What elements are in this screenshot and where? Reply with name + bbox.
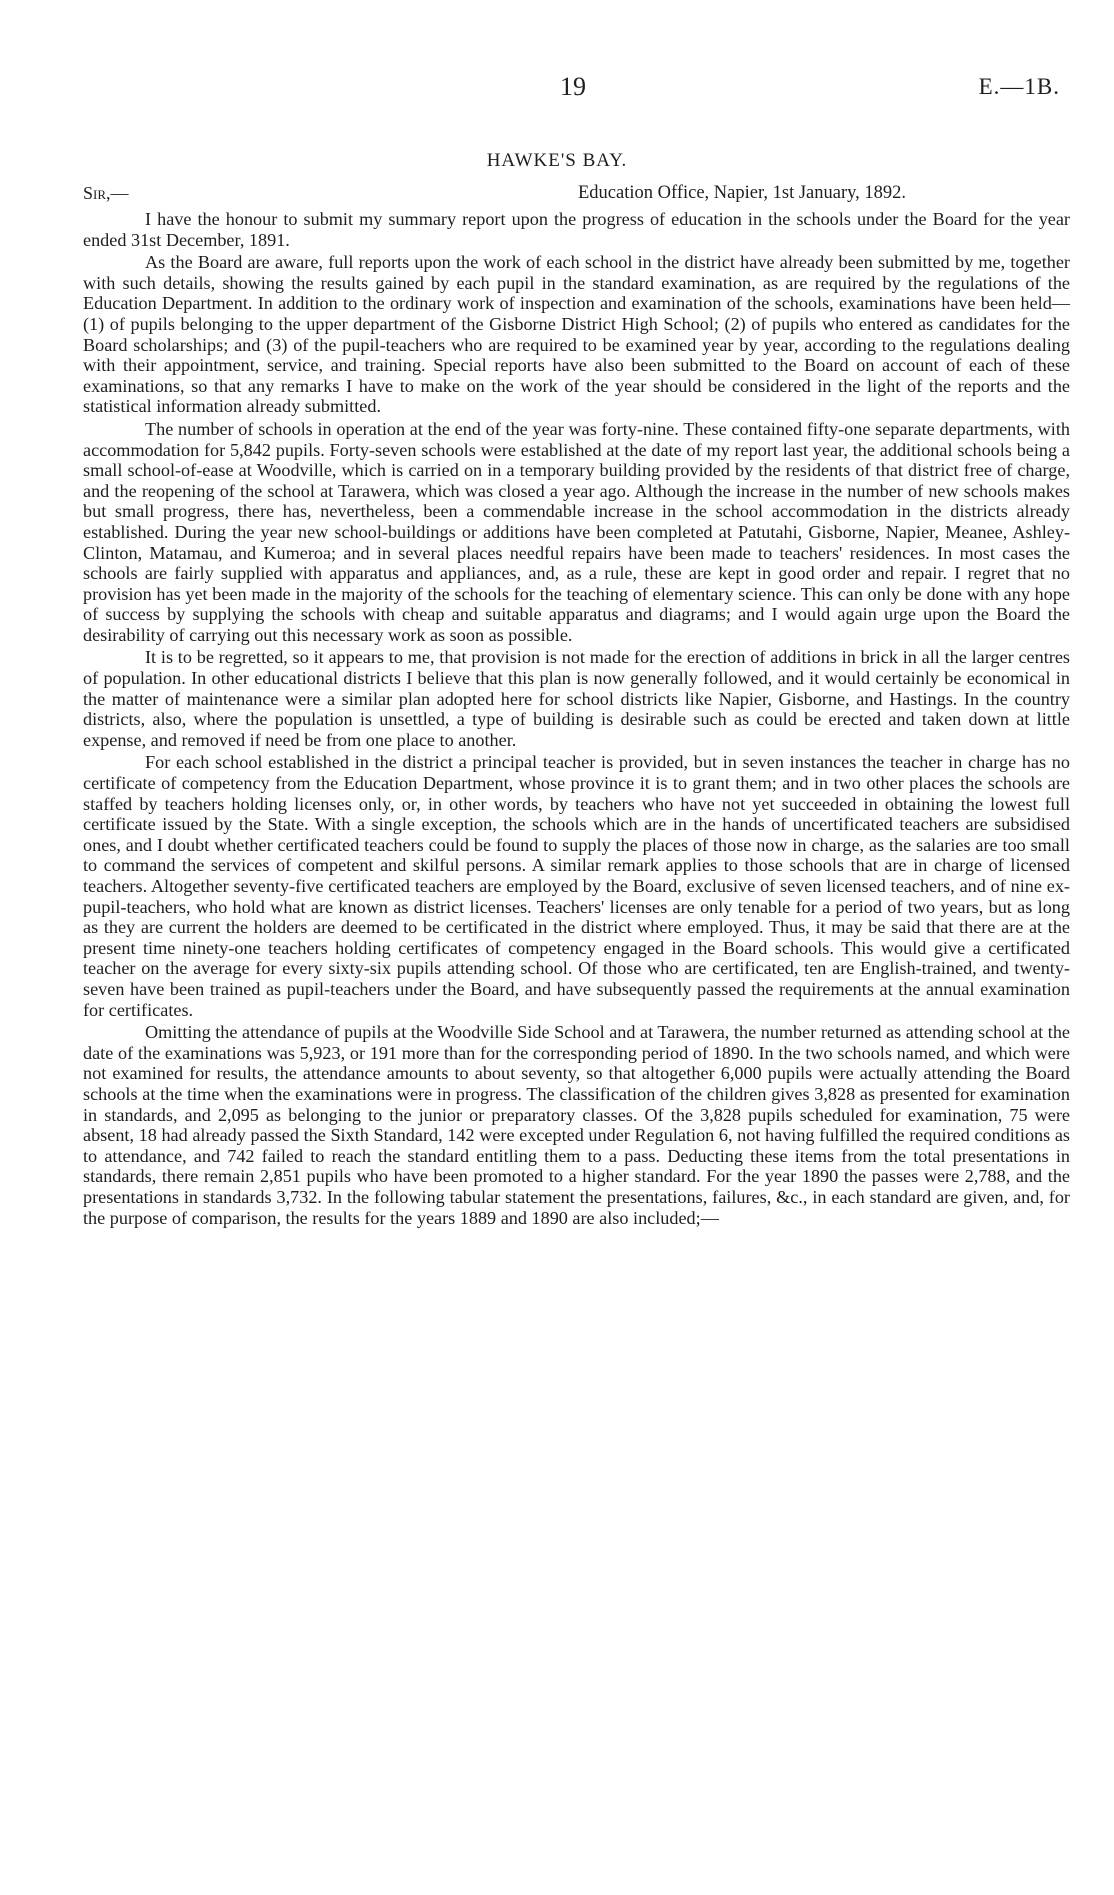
salutation: Sir,— [83,183,129,203]
report-body [83,209,1070,1230]
document-reference: E.—1B. [978,74,1060,99]
paragraph-schools-in-operation: The number of schools in operation at the end of the year was forty-nine. These contained fifty-one separate departments, with accommodation for 5,842 pupils. Forty-seven schools were established at the date of my report last year, the additional schools being a small school-of-ease at Woodville, which is carried on in a temporary building provided by the residents of that district free of charge, and the reopening of the school at Tarawera, which was closed a year ago. Although the increase in the number of new schools makes but small progress, there has, nevertheless, been a commendable increase in the school accommodation in the districts already established. During the year new school-buildings or additions have been completed at Patutahi, Gisborne, Napier, Meanee, Ashley-Clinton, Matamau, and Kumeroa; and in several places needful repairs have been made to teachers' residences. In most cases the schools are fairly supplied with apparatus and appliances, and, as a rule, these are kept in good order and repair. I regret that no provision has yet been made in the majority of the schools for the teaching of elementary science. This can only be done with any hope of success by supplying the schools with cheap and suitable apparatus and diagrams; and I would again urge upon the Board the desirability of carrying out this necessary work as soon as possible. [83,418,1070,645]
address-date-line: Education Office, Napier, 1st January, 1892. [578,183,907,203]
page-number: 19 [560,72,586,101]
paragraph-reports-submitted: As the Board are aware, full reports upon the work of each school in the district have already been submitted by me, together with such details, showing the results gained by each pupil in the standard examination, as are required by the regulations of the Education Department. In addition to the ordinary work of inspection and examination of the schools, examinations have been held—(1) of pupils belonging to the upper department of the Gisborne District High School; (2) of pupils who entered as candidates for the Board scholarships; and (3) of the pupil-teachers who are required to be examined year by year, according to the regulations dealing with their appointment, service, and training. Special reports have also been submitted to the Board on account of each of these examinations, so that any remarks I have to make on the work of the year should be considered in the light of the reports and the statistical information already submitted. [83,252,1070,417]
paragraph-attendance: Omitting the attendance of pupils at the Woodville Side School and at Tarawera, the number returned as attending school at the date of the examinations was 5,923, or 191 more than for the corresponding period of 1890. In the two schools named, and which were not examined for results, the attendance amounts to about seventy, so that altogether 6,000 pupils were actually attending the Board schools at the time when the examinations were in progress. The classification of the children gives 3,828 as presented for examination in standards, and 2,095 as belonging to the junior or preparatory classes. Of the 3,828 pupils scheduled for examination, 75 were absent, 18 had already passed the Sixth Standard, 142 were excepted under Regulation 6, not having fulfilled the required conditions as to attendance, and 742 failed to reach the standard entitling them to a pass. Deducting these items from the total presentations in standards, there remain 2,851 pupils who have been promoted to a higher standard. For the year 1890 the passes were 2,788, and the presentations in standards 3,732. In the following tabular statement the presentations, failures, &c., in each standard are given, and, for the purpose of comparison, the results for the years 1889 and 1890 are also included;— [83,1022,1070,1228]
paragraph-brick-buildings: It is to be regretted, so it appears to me, that provision is not made for the erection of additions in brick in all the larger centres of population. In other educational districts I believe that this plan is now generally followed, and it would certainly be economical in the matter of maintenance were a similar plan adopted here for school districts like Napier, Gisborne, and Hastings. In the country districts, also, where the population is unsettled, a type of building is desirable such as could be erected and taken down at little expense, and removed if need be from one place to another. [83,647,1070,750]
paragraph-introduction: I have the honour to submit my summary report upon the progress of education in the schools under the Board for the year ended 31st December, 1891. [83,209,1070,250]
paragraph-teachers: For each school established in the district a principal teacher is provided, but in seven instances the teacher in charge has no certificate of competency from the Education Department, whose province it is to grant them; and in two other places the schools are staffed by teachers holding licenses only, or, in other words, by teachers who have not yet succeeded in obtaining the lowest full certificate issued by the State. With a single exception, the schools which are in the hands of uncertificated teachers are subsidised ones, and I doubt whether certificated teachers could be found to supply the places of those now in charge, as the salaries are too small to command the services of competent and skilful persons. A similar remark applies to those schools that are in charge of licensed teachers. Altogether seventy-five certificated teachers are employed by the Board, exclusive of seven licensed teachers, and of nine ex-pupil-teachers, who hold what are known as district licenses. Teachers' licenses are only tenable for a period of two years, but as long as they are current the holders are deemed to be certificated in the district where employed. Thus, it may be said that there are at the present time ninety-one teachers holding certificates of competency engaged in the Board schools. This would give a certificated teacher on the average for every sixty-six pupils attending school. Of those who are certificated, ten are English-trained, and twenty-seven have been trained as pupil-teachers under the Board, and have subsequently passed the requirements at the annual examination for certificates. [83,752,1070,1020]
report-title: HAWKE'S BAY. [486,150,628,171]
